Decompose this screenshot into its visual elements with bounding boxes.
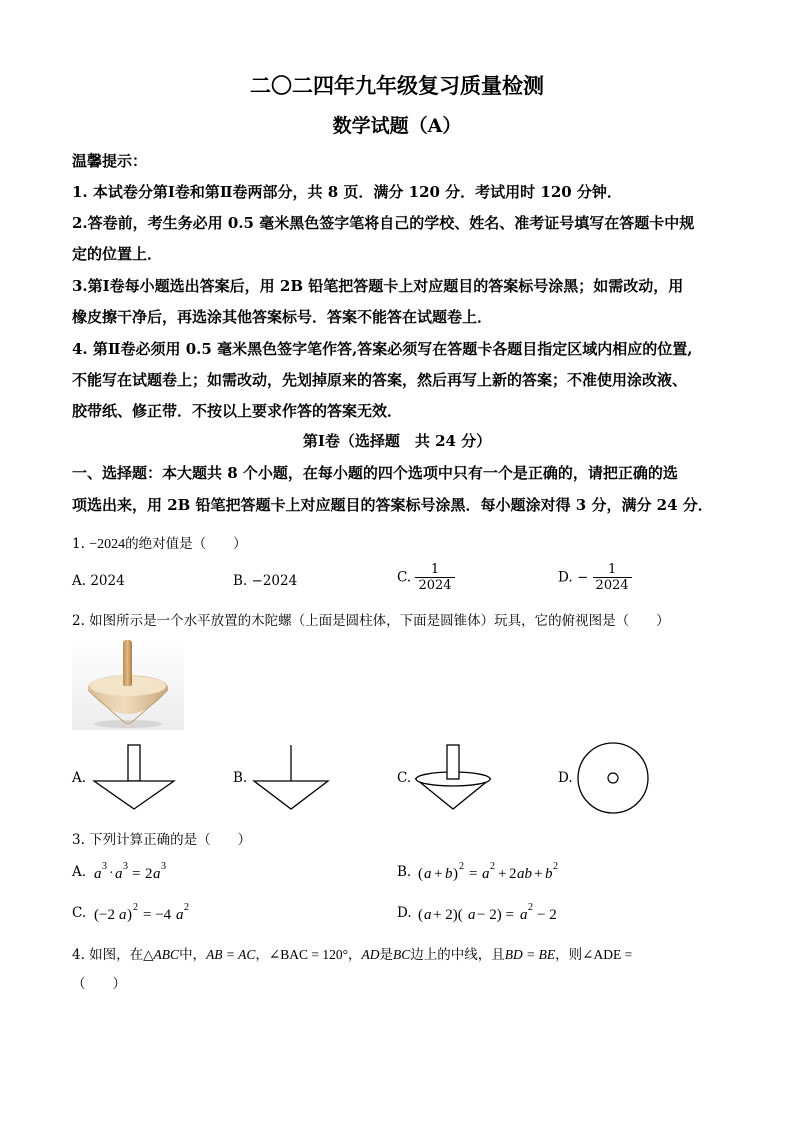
svg-text:3: 3: [161, 861, 166, 872]
q2-option-b-figure: [252, 743, 332, 811]
q2-option-d-figure: [576, 741, 650, 815]
q1-option-b-value: −2024: [251, 573, 298, 589]
svg-text:a: a: [94, 866, 102, 882]
q4-text-b: 中，: [179, 947, 207, 963]
svg-text:+: +: [534, 866, 543, 882]
q4-ad: AD: [361, 947, 380, 962]
q3-option-a-label: A.: [72, 864, 87, 880]
svg-text:a: a: [520, 907, 528, 923]
q3-option-d-formula: [416, 899, 576, 925]
svg-text:a: a: [468, 907, 476, 923]
svg-text:2: 2: [184, 902, 189, 913]
q1-option-b-label: B.: [233, 573, 248, 589]
q4-text-g: ，则: [555, 947, 583, 963]
svg-text:2: 2: [490, 861, 495, 872]
svg-text:b: b: [445, 866, 453, 882]
spinning-top-photo: [72, 638, 184, 730]
question-4-answer-paren: （ ）: [72, 976, 126, 992]
tip-2-line-1: 2.答卷前，考生务必用 0.5 毫米黑色签字笔将自己的学校、姓名、准考证号填写在答题卡中规: [72, 214, 695, 232]
svg-text:(−2: (−2: [94, 907, 115, 923]
q4-text-f: 边上的中线，且: [410, 947, 505, 963]
question-1: [72, 532, 247, 553]
q2-option-c-label: C.: [397, 770, 412, 786]
q4-text-a: 4. 如图，在: [72, 947, 144, 963]
svg-text:=: =: [132, 866, 141, 882]
q1-option-c-numerator: 1: [430, 562, 440, 577]
tip-2-line-2: 定的位置上．: [72, 245, 163, 263]
q1-option-d-denominator: 2024: [593, 577, 632, 593]
q1-option-c: [397, 562, 455, 593]
page-title: 二〇二四年九年级复习质量检测: [250, 73, 544, 98]
svg-text:): ): [453, 866, 458, 882]
svg-text:): ): [127, 907, 132, 923]
question-4-line-1: [72, 943, 632, 963]
svg-text:2: 2: [133, 902, 138, 913]
q3-option-b-formula: [416, 858, 586, 884]
svg-text:a: a: [424, 907, 432, 923]
svg-text:2: 2: [509, 866, 517, 882]
svg-text:2: 2: [528, 902, 533, 913]
q2-option-b-label: B.: [233, 770, 248, 786]
svg-text:·: ·: [109, 866, 114, 881]
svg-text:=: =: [469, 866, 478, 882]
svg-text:a: a: [482, 866, 490, 882]
q4-triangle: △ABC: [143, 947, 180, 962]
q1-option-c-label: C.: [397, 569, 412, 586]
svg-text:(: (: [418, 907, 423, 923]
q2-option-a-label: A.: [72, 770, 87, 786]
q4-bc: BC: [393, 947, 411, 962]
q1-option-a-value: 2024: [90, 573, 125, 589]
q4-text-e: 是: [379, 947, 394, 963]
q1-option-d-fraction: [593, 562, 632, 593]
tip-1: 1. 本试卷分第Ⅰ卷和第Ⅱ卷两部分，共 8 页．满分 120 分．考试用时 120 分钟．: [72, 183, 622, 201]
q4-text-d: ，: [348, 947, 362, 963]
q4-ade: ∠ADE =: [582, 947, 633, 962]
tip-4-line-3: 胶带纸、修正带．不按以上要求作答的答案无效．: [72, 402, 403, 420]
q4-text-c: ，: [255, 947, 269, 963]
svg-text:2: 2: [553, 861, 558, 872]
q1-option-c-fraction: [415, 562, 454, 593]
svg-text:ab: ab: [517, 866, 532, 882]
svg-text:a: a: [424, 866, 432, 882]
section-intro-line-1: 一、选择题：本大题共 8 个小题，在每小题的四个选项中只有一个是正确的，请把正确的选: [72, 464, 678, 482]
question-1-text: 的绝对值是（ ）: [125, 536, 247, 552]
q3-option-c-formula: [92, 899, 202, 925]
tips-heading: 温馨提示：: [72, 152, 148, 170]
q2-option-d-label: D.: [558, 770, 573, 786]
svg-text:− 2) =: − 2) =: [477, 907, 514, 923]
q2-option-a-figure: [92, 743, 176, 811]
tip-4-line-1: 4. 第Ⅱ卷必须用 0.5 毫米黑色签字笔作答,答案必须写在答题卡各题目指定区域内相应的位置,: [72, 340, 693, 358]
q4-angle: ∠BAC = 120°: [268, 947, 349, 962]
svg-text:= −4: = −4: [143, 907, 172, 923]
q1-option-c-denominator: 2024: [415, 577, 454, 593]
question-1-expression: −2024: [89, 537, 126, 552]
svg-text:+ 2)(: + 2)(: [433, 907, 463, 923]
question-1-number: 1.: [72, 536, 85, 552]
q3-option-a-formula: [92, 858, 182, 884]
svg-text:a: a: [115, 866, 123, 882]
svg-text:a: a: [176, 907, 184, 923]
svg-text:b: b: [545, 866, 553, 882]
tip-3-line-2: 橡皮擦干净后，再选涂其他答案标号．答案不能答在试题卷上．: [72, 308, 493, 326]
q4-bd-be: BD = BE: [504, 947, 556, 962]
svg-text:2: 2: [459, 861, 464, 872]
q1-option-b: [233, 573, 297, 589]
tip-4-line-2: 不能写在试题卷上；如需改动，先划掉原来的答案，然后再写上新的答案；不准使用涂改液、: [72, 371, 688, 389]
svg-text:+: +: [434, 866, 443, 882]
q1-option-d-numerator: 1: [607, 562, 617, 577]
svg-text:a: a: [153, 866, 161, 882]
q2-option-c-figure: [412, 743, 496, 811]
q1-option-d-sign: −: [576, 569, 589, 586]
q1-option-a: [72, 573, 125, 589]
page-subtitle: 数学试题（A）: [332, 115, 462, 137]
q1-option-d: [558, 562, 632, 593]
tip-3-line-1: 3.第Ⅰ卷每小题选出答案后，用 2B 铅笔把答题卡上对应题目的答案标号涂黑；如需改动，用: [72, 277, 684, 295]
svg-text:3: 3: [102, 861, 107, 872]
q3-option-c-label: C.: [72, 905, 87, 921]
svg-text:− 2: − 2: [537, 907, 557, 923]
svg-text:3: 3: [123, 861, 128, 872]
q1-option-d-label: D.: [558, 569, 573, 586]
svg-text:+: +: [498, 866, 507, 882]
svg-text:a: a: [119, 907, 127, 923]
q4-ab-ac: AB = AC: [206, 947, 256, 962]
q3-option-b-label: B.: [397, 864, 412, 880]
section-heading: 第Ⅰ卷（选择题 共 24 分）: [302, 432, 492, 450]
section-intro-line-2: 项选出来，用 2B 铅笔把答题卡上对应题目的答案标号涂黑．每小题涂对得 3 分，满分 24 分．: [72, 496, 713, 514]
svg-text:2: 2: [145, 866, 153, 882]
q1-option-a-label: A.: [72, 573, 87, 589]
question-3: 3. 下列计算正确的是（ ）: [72, 832, 252, 848]
svg-text:(: (: [418, 866, 423, 882]
question-2: 2. 如图所示是一个水平放置的木陀螺（上面是圆柱体，下面是圆锥体）玩具，它的俯视图是（ ）: [72, 613, 670, 629]
q3-option-d-label: D.: [397, 905, 412, 921]
